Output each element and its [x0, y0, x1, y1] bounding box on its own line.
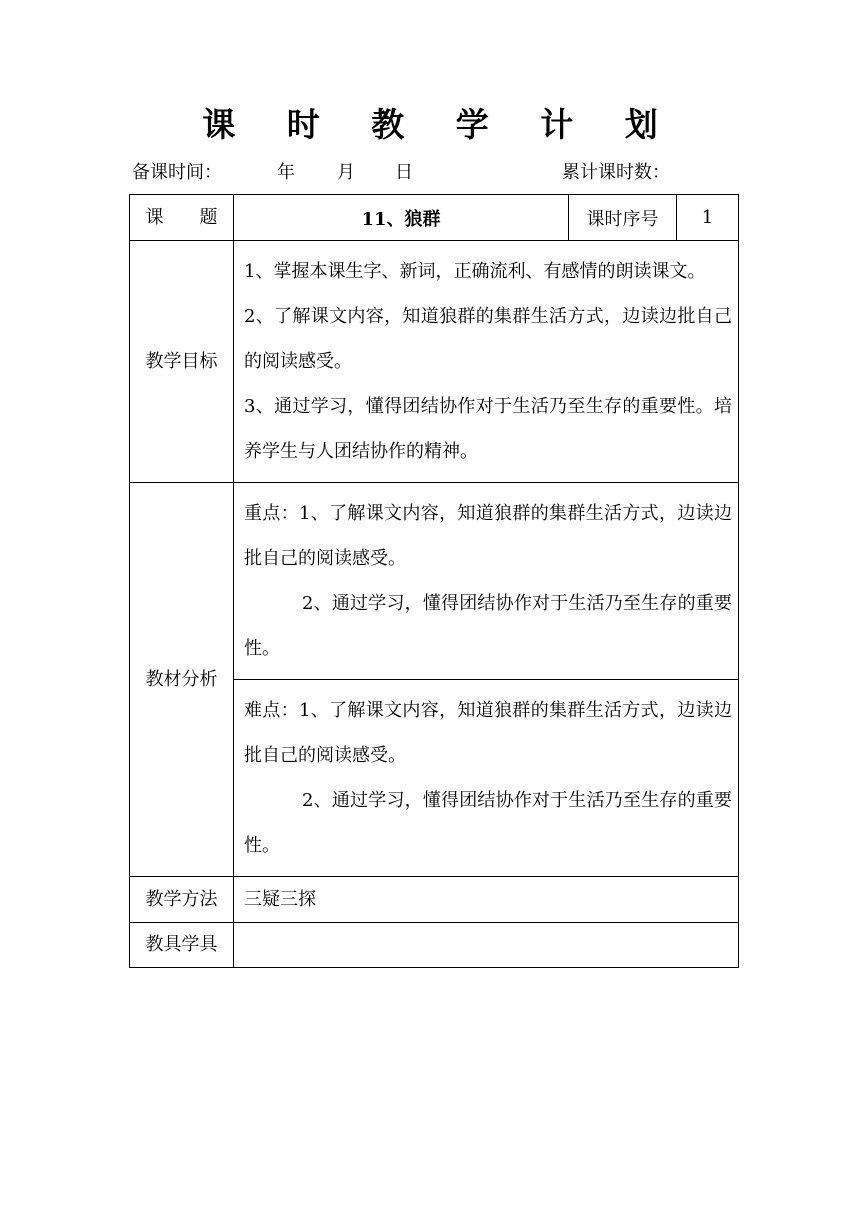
- difficult-points-content: [234, 680, 739, 877]
- month-label: 月: [337, 162, 355, 183]
- method-row: [130, 877, 739, 923]
- page-title: 课 时 教 学 计 划: [202, 105, 678, 144]
- period-number-label: 课时序号: [569, 195, 677, 241]
- year-label: 年: [277, 162, 295, 183]
- total-periods-label: 累计课时数：: [562, 162, 670, 183]
- objective-item: 2、了解课文内容，知道狼群的集群生活方式，边读边批自己的阅读感受。: [244, 306, 732, 372]
- prep-time-label: 备课时间：: [132, 162, 222, 183]
- difficult-point-second: 2、通过学习，懂得团结协作对于生活乃至生存的重要性。: [244, 790, 732, 856]
- key-point-second: 2、通过学习，懂得团结协作对于生活乃至生存的重要性。: [244, 593, 732, 659]
- key-points-content: [234, 483, 739, 680]
- tools-value: [234, 923, 739, 968]
- difficult-point-first: 难点：1、了解课文内容，知道狼群的集群生活方式，边读边批自己的阅读感受。: [244, 700, 732, 766]
- day-label: 日: [395, 162, 413, 183]
- period-number-value: 1: [677, 195, 739, 241]
- tools-row: [130, 923, 739, 968]
- objective-item: 3、通过学习，懂得团结协作对于生活乃至生存的重要性。培养学生与人团结协作的精神。: [244, 396, 732, 462]
- objectives-content: [234, 241, 739, 483]
- lesson-plan-table: [129, 194, 739, 968]
- key-point-first: 重点：1、了解课文内容，知道狼群的集群生活方式，边读边批自己的阅读感受。: [244, 503, 732, 569]
- tools-label: 教具学具: [130, 923, 234, 968]
- topic-label-a: 课: [145, 206, 164, 228]
- objectives-label: 教学目标: [130, 241, 234, 483]
- topic-row: [130, 195, 739, 241]
- topic-label-b: 题: [199, 206, 218, 228]
- topic-value: 11、狼群: [234, 195, 569, 241]
- objectives-row: [130, 241, 739, 483]
- topic-label-cell: [130, 195, 234, 241]
- objective-item: 1、掌握本课生字、新词，正确流利、有感情的朗读课文。: [244, 261, 706, 282]
- method-label: 教学方法: [130, 877, 234, 923]
- analysis-label: 教材分析: [130, 483, 234, 877]
- key-points-row: [130, 483, 739, 680]
- method-value: 三疑三探: [234, 877, 739, 923]
